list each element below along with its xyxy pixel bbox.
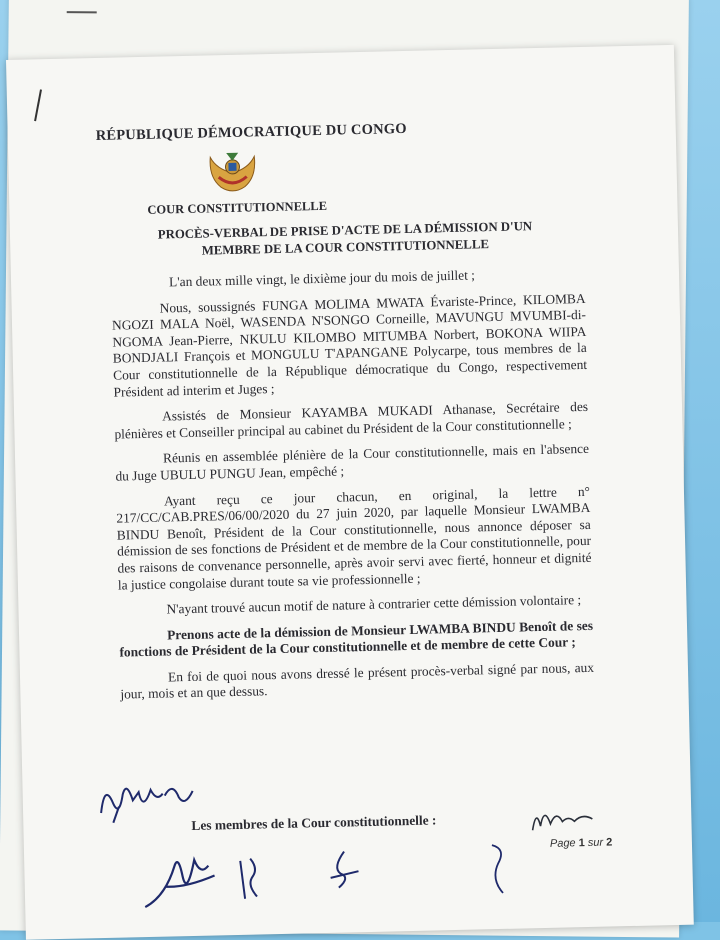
page-total: 2 [606,836,613,849]
paragraph-signatories: Nous, soussignés FUNGA MOLIMA MWATA Évariste-Prince, KILOMBA NGOZI MALA Noël, WASENDA N'SONGO Corneille, MAVUNGU MVUMBI-di-NGOMA Jean-Pierre, NKULU KILOMBO MITUMBA Norbert, BOKONA WIIPA BONDJALI François et MONGULU T'APANGANE Polycarpe, tous membres de la Cour constitutionnelle de la République démocratique du Congo, respectivement Président ad interim et Juges ; [111,290,588,400]
court-heading: COUR CONSTITUTIONNELLE [147,198,328,217]
signature-1 [92,771,203,833]
paragraph-decision: Prenons acte de la démission de Monsieur LWAMBA BINDU Benoît de ses fonctions de Président de la Cour constitutionnelle et de membre de cette Cour ; [119,617,594,660]
paragraph-assembly: Réunis en assemblée plénière de la Cour constitutionnelle, mais en l'absence du Juge UBULU PUNGU Jean, empêché ; [115,441,590,484]
page-current: 1 [578,837,585,850]
signature-6 [484,839,515,900]
paragraph-date: L'an deux mille vingt, le dixième jour du mois de juillet ; [168,267,476,290]
coat-of-arms-emblem [204,146,261,199]
title-line-2: MEMBRE DE LA COUR CONSTITUTIONNELLE [201,237,490,258]
paragraph-assistants: Assistés de Monsieur KAYAMBA MUKADI Athanase, Secrétaire des plénières et Conseiller principal au cabinet du Président de la Cour constitutionnelle ; [114,399,589,442]
signature-3 [134,845,226,917]
page-prefix: Page [549,837,576,850]
document-body [111,265,595,713]
signature-5 [324,847,365,898]
dash-mark [67,11,97,13]
signature-4 [234,854,265,905]
page-sep: sur [587,836,604,849]
signature-2 [528,799,599,841]
pen-mark [34,89,42,121]
paragraph-closing: En foi de quoi nous avons dressé le présent procès-verbal signé par nous, aux jour, mois et an que dessus. [120,659,595,703]
members-label: Les membres de la Cour constitutionnelle : [191,812,437,833]
document-title [110,217,581,262]
republic-heading: RÉPUBLIQUE DÉMOCRATIQUE DU CONGO [95,120,407,144]
title-line-1: PROCÈS-VERBAL DE PRISE D'ACTE DE LA DÉMISSION D'UN [157,219,533,242]
document-page [6,45,694,940]
paragraph-letter: Ayant reçu ce jour chacun, en original, la lettre n° 217/CC/CAB.PRES/06/00/2020 du 27 juin 2020, par laquelle Monsieur LWAMBA BINDU Benoît, Président de la Cour constitutionnelle, nous annonce déposer sa démission de ses fonctions de Président et de membre de la Cour constitutionnelle, pour des raisons de convenance personnelle, après avoir servi avec fierté, honneur et dignité la justice congolaise durant toute sa vie professionnelle ; [116,483,592,593]
paragraph-no-motive: N'ayant trouvé aucun motif de nature à contrarier cette démission volontaire ; [166,592,582,617]
